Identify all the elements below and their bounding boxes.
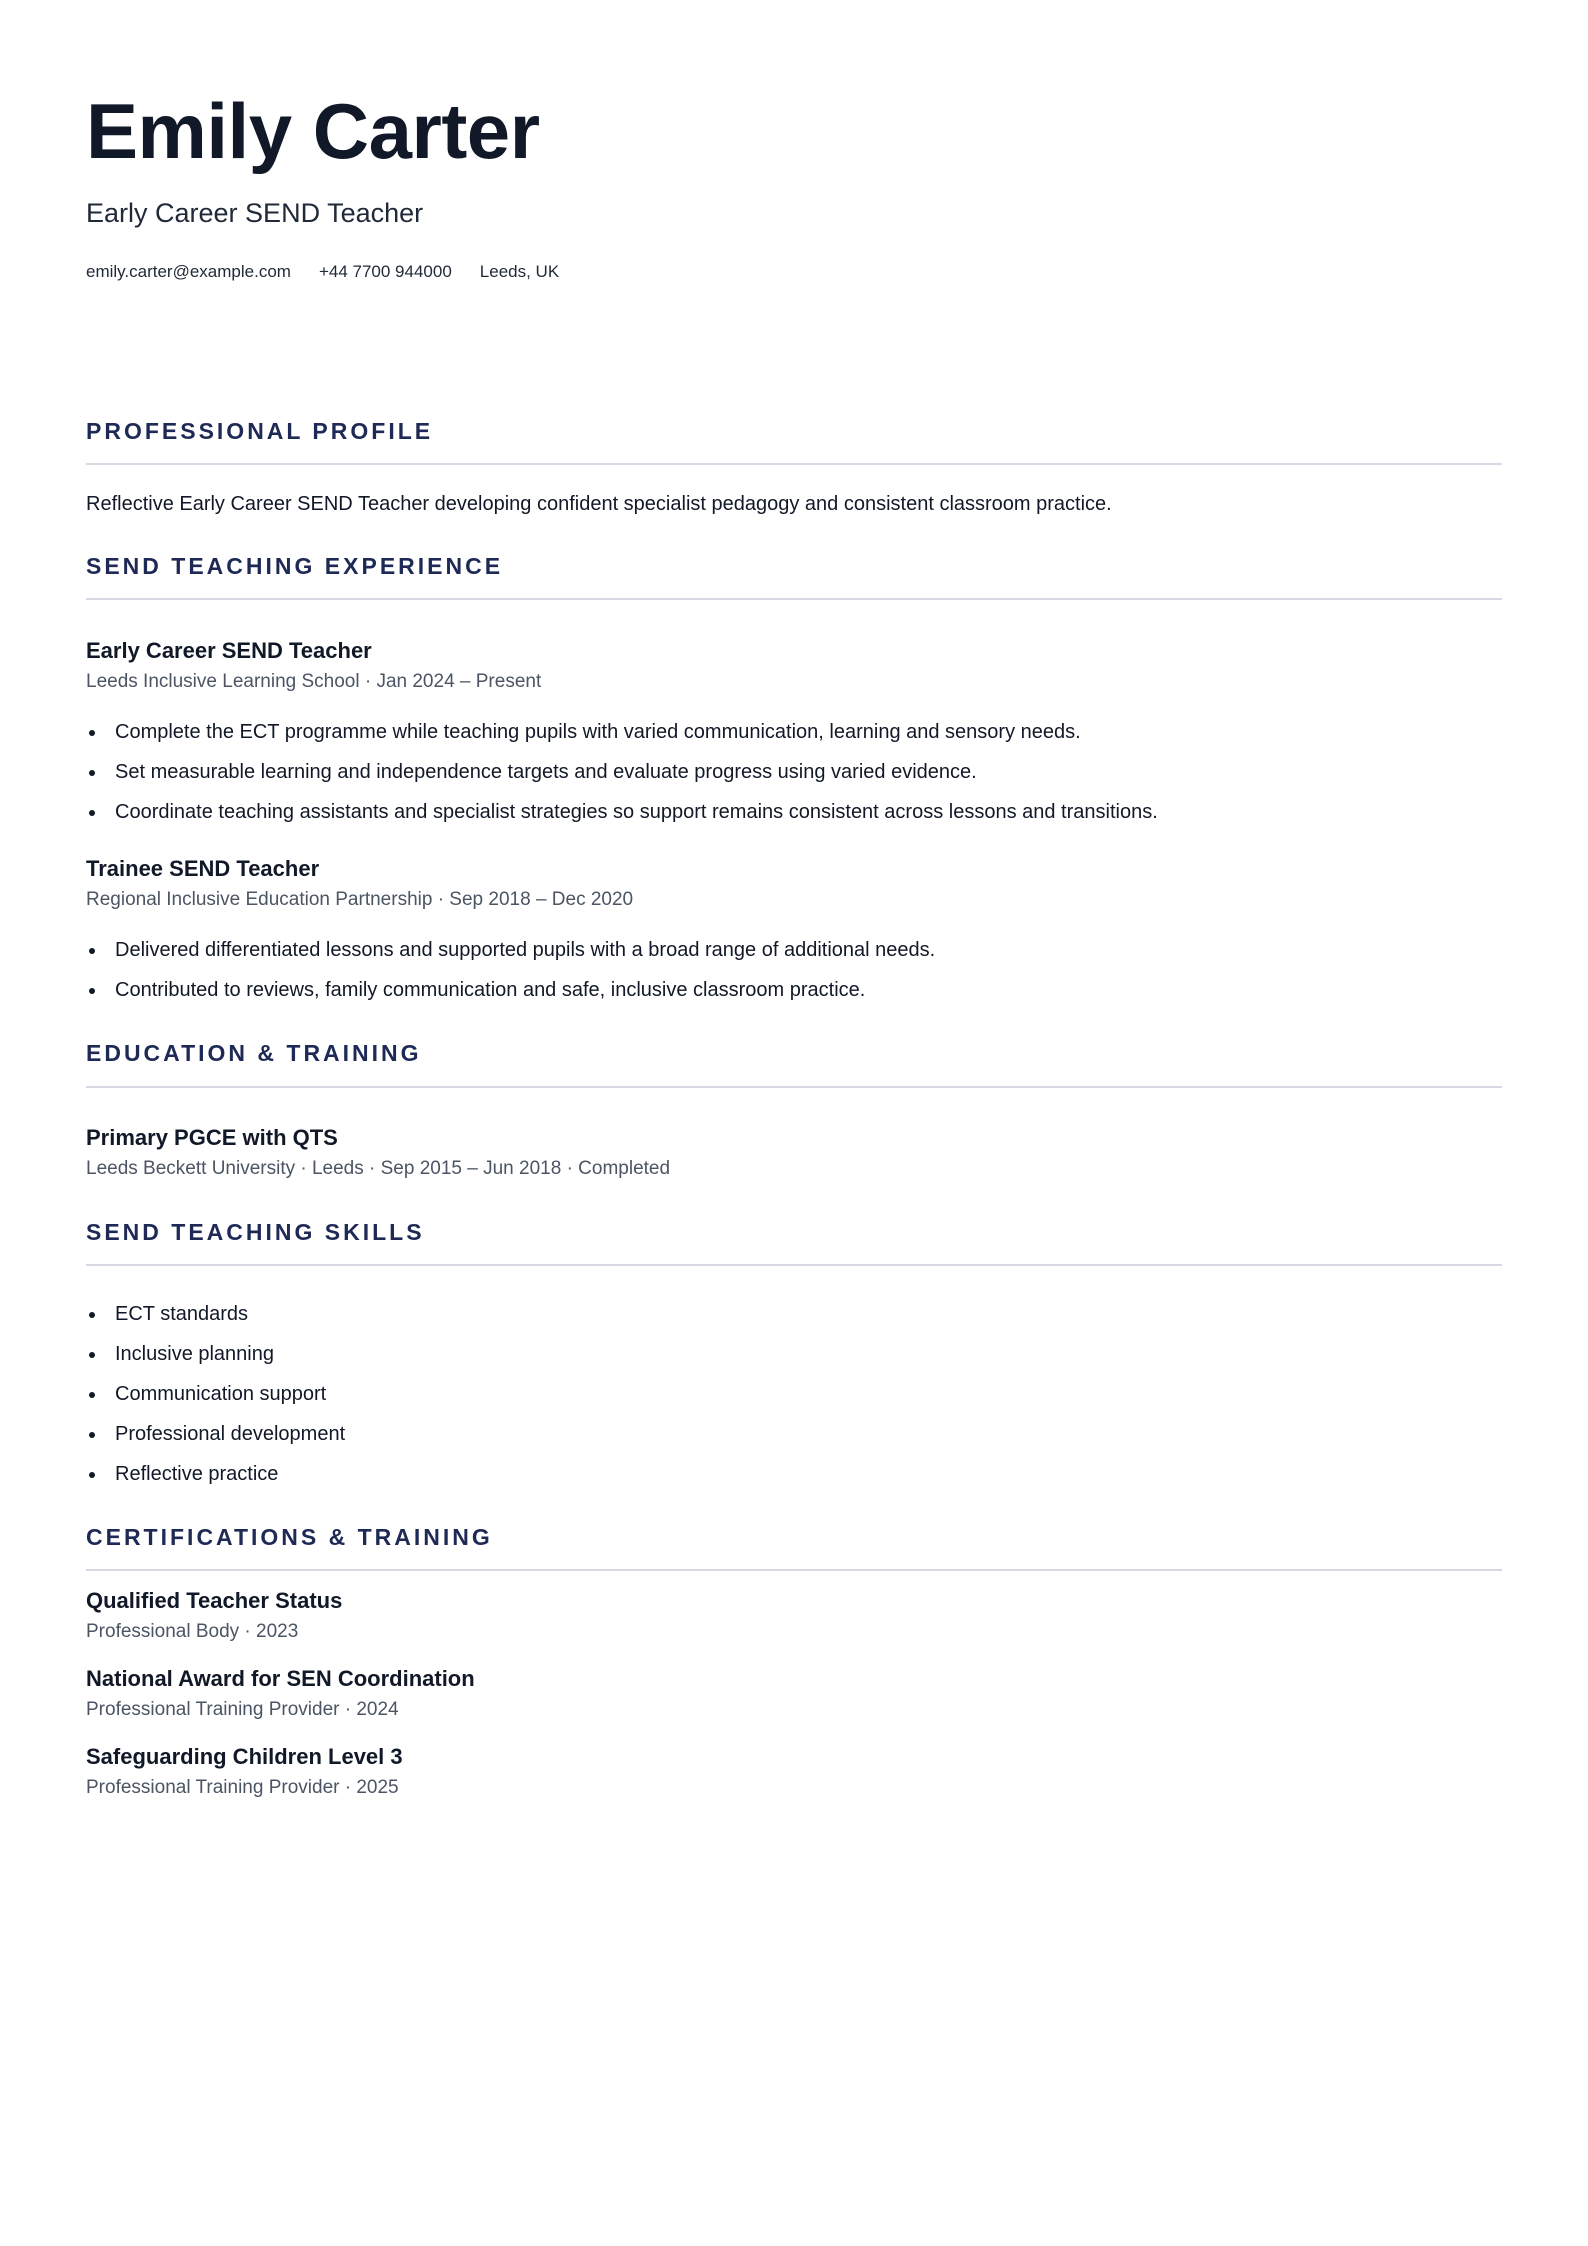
job-bullet-text: Contributed to reviews, family communication and safe, inclusive classroom practice. xyxy=(115,979,866,1001)
job-bullet-text: Complete the ECT programme while teaching pupils with varied communication, learning and sensory needs. xyxy=(115,721,1081,743)
contact-email[interactable]: emily.carter@example.com xyxy=(86,262,291,281)
certification-meta: Professional Training Provider · 2024 xyxy=(86,1699,399,1720)
job-bullet xyxy=(86,939,935,962)
job-meta: Regional Inclusive Education Partnership · Sep 2018 – Dec 2020 xyxy=(86,889,634,910)
certification-name: Safeguarding Children Level 3 xyxy=(86,1744,403,1769)
bullet-dot xyxy=(89,1352,95,1358)
contact-location: Leeds, UK xyxy=(479,262,560,281)
bullet-dot xyxy=(89,1392,95,1398)
section-divider xyxy=(86,1569,1502,1571)
section-divider xyxy=(86,463,1502,465)
certification-name: National Award for SEN Coordination xyxy=(86,1666,475,1691)
certification-meta: Professional Body · 2023 xyxy=(86,1621,299,1642)
bullet-dot xyxy=(89,730,95,736)
contact-row xyxy=(86,262,559,282)
skill-item xyxy=(86,1303,248,1326)
skill-text: ECT standards xyxy=(115,1303,249,1325)
skill-item xyxy=(86,1343,274,1366)
bullet-dot xyxy=(89,1472,95,1478)
section-divider xyxy=(86,1086,1502,1088)
job-title: Trainee SEND Teacher xyxy=(86,856,320,881)
section-divider xyxy=(86,1264,1502,1266)
skill-item xyxy=(86,1423,345,1446)
job-bullet-text: Coordinate teaching assistants and specialist strategies so support remains consistent across lessons and transitions. xyxy=(115,801,1158,823)
bullet-dot xyxy=(89,770,95,776)
certification-name: Qualified Teacher Status xyxy=(86,1588,343,1613)
skill-text: Professional development xyxy=(115,1423,346,1445)
skill-text: Reflective practice xyxy=(115,1463,279,1485)
section-divider xyxy=(86,598,1502,600)
skill-item xyxy=(86,1383,326,1406)
contact-phone[interactable]: +44 7700 944000 xyxy=(318,262,452,281)
job-title: Early Career SEND Teacher xyxy=(86,638,372,663)
skill-text: Inclusive planning xyxy=(115,1343,274,1365)
section-title-education: EDUCATION & TRAINING xyxy=(86,1040,422,1066)
bullet-dot xyxy=(89,1432,95,1438)
certification-meta: Professional Training Provider · 2025 xyxy=(86,1777,399,1798)
section-title-profile: PROFESSIONAL PROFILE xyxy=(86,418,434,444)
education-degree: Primary PGCE with QTS xyxy=(86,1125,338,1150)
bullet-dot xyxy=(89,988,95,994)
bullet-dot xyxy=(89,810,95,816)
skill-text: Communication support xyxy=(115,1383,327,1405)
job-bullet xyxy=(86,721,1081,744)
bullet-dot xyxy=(89,1312,95,1318)
education-meta: Leeds Beckett University · Leeds · Sep 2015 – Jun 2018 · Completed xyxy=(86,1158,671,1179)
section-title-certifications: CERTIFICATIONS & TRAINING xyxy=(86,1524,493,1550)
job-bullet xyxy=(86,801,1158,824)
job-bullet xyxy=(86,979,865,1002)
candidate-headline: Early Career SEND Teacher xyxy=(86,198,424,228)
section-title-skills: SEND TEACHING SKILLS xyxy=(86,1219,425,1245)
candidate-name: Emily Carter xyxy=(86,87,540,175)
section-title-experience: SEND TEACHING EXPERIENCE xyxy=(86,553,504,579)
profile-summary: Reflective Early Career SEND Teacher developing confident specialist pedagogy and consistent classroom practice. xyxy=(86,493,1112,515)
job-bullet xyxy=(86,761,977,784)
job-bullet-text: Set measurable learning and independence targets and evaluate progress using varied evidence. xyxy=(115,761,977,783)
skill-item xyxy=(86,1463,278,1486)
job-meta: Leeds Inclusive Learning School · Jan 2024 – Present xyxy=(86,671,542,692)
job-bullet-text: Delivered differentiated lessons and supported pupils with a broad range of additional needs. xyxy=(115,939,936,961)
bullet-dot xyxy=(89,948,95,954)
